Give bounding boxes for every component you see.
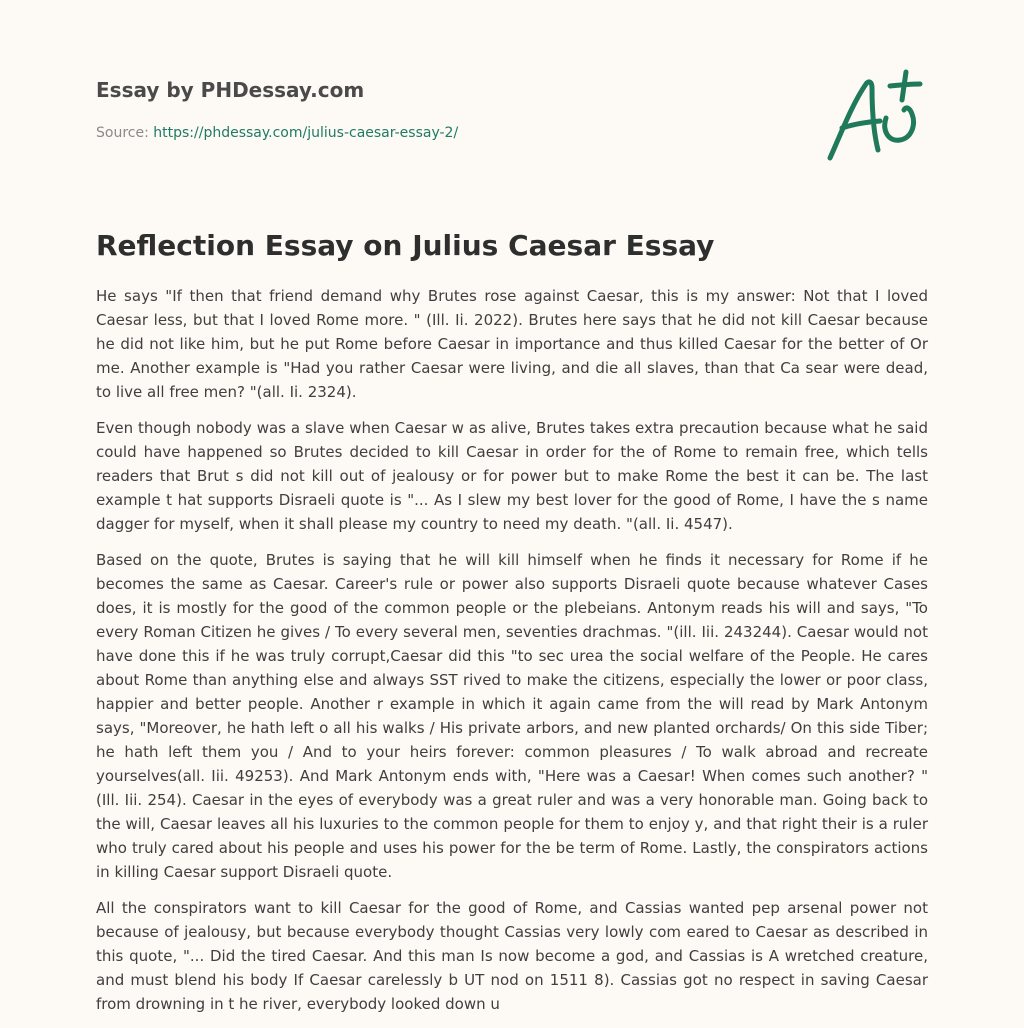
essay-paragraph: All the conspirators want to kill Caesar for the good of Rome, and Cassias wanted pep arsenal power not because of jealousy, but because everybody thought Cassias very lowly com eared to Caesar as described in this quote, "... Did the tired Caesar. And this man Is now become a god, and Cassias is A wretched creature, and must blend his body If Caesar carelessly b UT nod on 1511 8). Cassias got no respect in saving Caesar from drowning in t he river, everybody looked down u [96,899,928,1013]
document-header [96,76,796,143]
essay-paragraph: Based on the quote, Brutes is saying that he will kill himself when he finds it necessary for Rome if he becomes the same as Caesar. Career's rule or power also supports Disraeli quote because whatever Cases does, it is mostly for the good of the common people or the plebeians. Antonym reads his will and says, "To every Roman Citizen he gives / To every several men, seventies drachmas. "(ill. Iii. 243244). Caesar would not have done this if he was truly corrupt,Caesar did this "to sec urea the social welfare of the People. He cares about Rome than anything else and always SST rived to make the citizens, especially the lower or poor class, happier and better people. Another r example in which it again came from the will read by Mark Antonym says, "Moreover, he hath left o all his walks / His private arbors, and new planted orchards/ On this side Tiber; he hath left them you / And to your heirs forever: common pleasures / To walk abroad and recreate yourselves(all. Iii. 49253). And Mark Antonym ends with, "Here was a Caesar! When comes such another? " (Ill. Iii. 254). Caesar in the eyes of everybody was a great ruler and was a very honorable man. Going back to the will, Caesar leaves all his luxuries to the common people for them to enjoy y, and that right their is a ruler who truly cared about his people and uses his power for the be term of Rome. Lastly, the conspirators actions in killing Caesar support Disraeli quote. [96,551,928,881]
source-line [96,123,796,143]
source-label: Source: [96,125,149,141]
essay-paragraph: He says "If then that friend demand why Brutes rose against Caesar, this is my answer: Not that I loved Caesar less, but that I loved Rome more. " (Ill. Ii. 2022). Brutes here says that he did not kill Caesar because he did not like him, but he put Rome before Caesar in importance and thus killed Caesar for the better of Or me. Another example is "Had you rather Caesar were living, and die all slaves, than that Ca sear were dead, to live all free men? "(all. Ii. 2324). [96,287,928,401]
essay-paragraph: Even though nobody was a slave when Caesar w as alive, Brutes takes extra precaution because what he said could have happened so Brutes decided to kill Caesar in order for the of Rome to remain free, which tells readers that Brut s did not kill out of jealousy or for power but to make Rome the best it can be. The last example t hat supports Disraeli quote is "... As I slew my best lover for the good of Rome, I have the s name dagger for myself, when it shall please my country to need my death. "(all. Ii. 4547). [96,419,928,533]
site-title: Essay by PHDessay.com [96,78,365,102]
source-link[interactable]: https://phdessay.com/julius-caesar-essay-2/ [153,125,459,141]
essay-body [96,284,928,1028]
essay-title: Reflection Essay on Julius Caesar Essay [96,229,715,262]
a-plus-grade-icon [820,66,928,166]
